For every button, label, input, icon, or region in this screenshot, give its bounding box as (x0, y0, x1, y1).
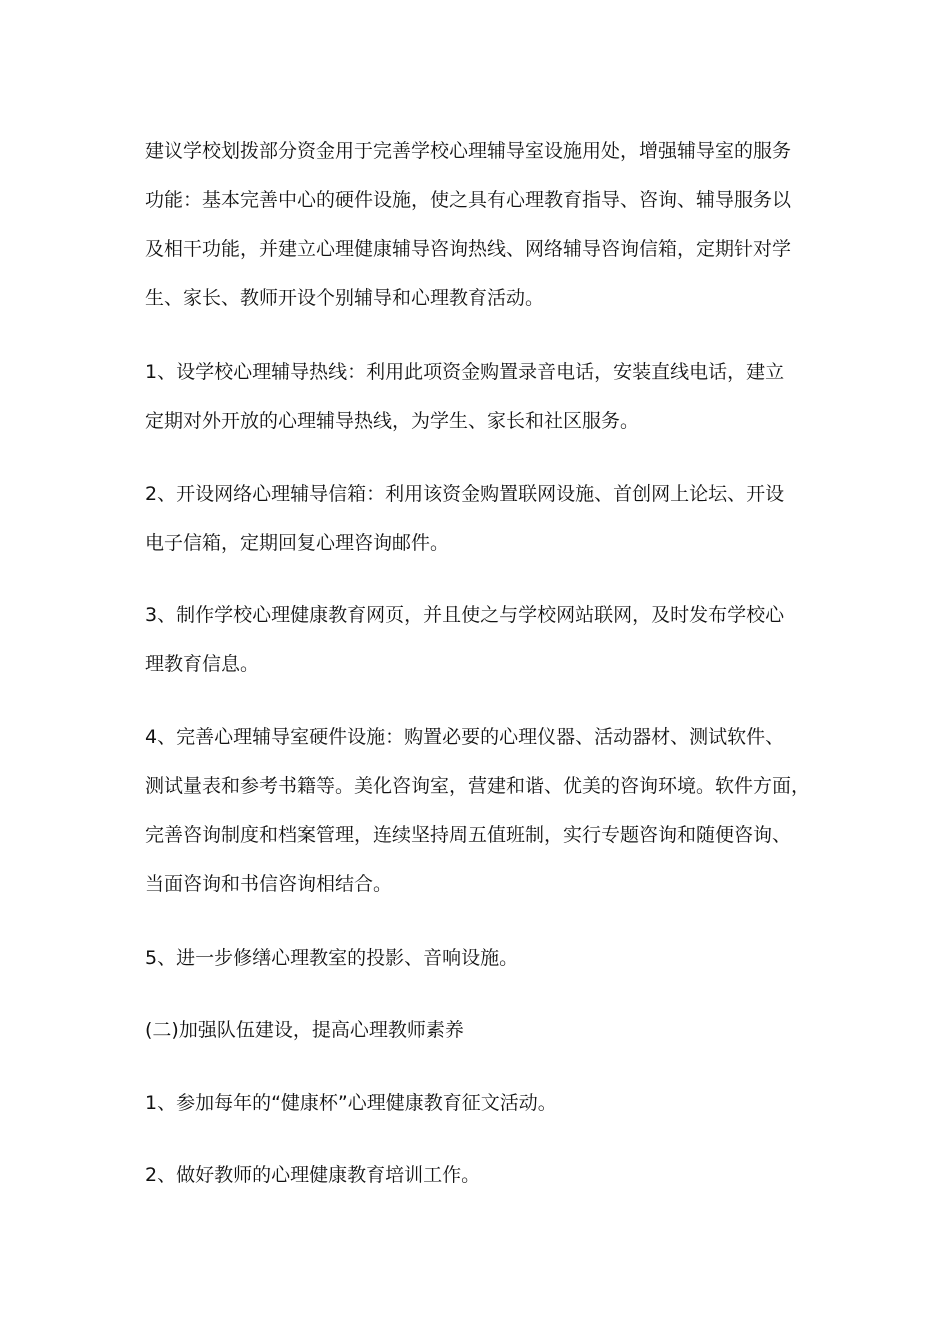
text-line: 理教育信息。 (145, 653, 260, 675)
text-line: 及相干功能，并建立心理健康辅导咨询热线、网络辅导咨询信箱，定期针对学 (145, 238, 792, 260)
text-line: 测试量表和参考书籍等。美化咨询室，营建和谐、优美的咨询环境。软件方面， (145, 775, 811, 797)
section-heading (145, 1006, 835, 1055)
text-line: 当面咨询和书信咨询相结合。 (145, 873, 393, 895)
text-line: 生、家长、教师开设个别辅导和心理教育活动。 (145, 287, 545, 309)
text-line: 电子信箱，定期回复心理咨询邮件。 (145, 532, 450, 554)
text-line: 2、做好教师的心理健康教育培训工作。 (145, 1164, 481, 1186)
paragraph-item-3 (145, 591, 835, 689)
text-line: 定期对外开放的心理辅导热线，为学生、家长和社区服务。 (145, 410, 640, 432)
text-line: 建议学校划拨部分资金用于完善学校心理辅导室设施用处，增强辅导室的服务 (145, 140, 792, 162)
text-line: 2、开设网络心理辅导信箱：利用该资金购置联网设施、首创网上论坛、开设 (145, 483, 785, 505)
text-line: 3、制作学校心理健康教育网页，并且使之与学校网站联网，及时发布学校心 (145, 604, 785, 626)
paragraph-item-4 (145, 713, 835, 909)
text-line: (二)加强队伍建设，提高心理教师素养 (145, 1019, 464, 1041)
paragraph-item-2 (145, 470, 835, 568)
paragraph-item-5 (145, 934, 835, 983)
paragraph-sub-item-2 (145, 1151, 835, 1200)
text-line: 功能：基本完善中心的硬件设施，使之具有心理教育指导、咨询、辅导服务以 (145, 189, 792, 211)
paragraph-item-1 (145, 348, 835, 446)
text-line: 1、设学校心理辅导热线：利用此项资金购置录音电话，安装直线电话，建立 (145, 361, 785, 383)
paragraph-sub-item-1 (145, 1079, 835, 1128)
text-line: 4、完善心理辅导室硬件设施：购置必要的心理仪器、活动器材、测试软件、 (145, 726, 785, 748)
text-line: 5、进一步修缮心理教室的投影、音响设施。 (145, 947, 519, 969)
paragraph-intro (145, 127, 835, 323)
text-line: 完善咨询制度和档案管理，连续坚持周五值班制，实行专题咨询和随便咨询、 (145, 824, 792, 846)
text-line: 1、参加每年的“健康杯”心理健康教育征文活动。 (145, 1092, 557, 1114)
